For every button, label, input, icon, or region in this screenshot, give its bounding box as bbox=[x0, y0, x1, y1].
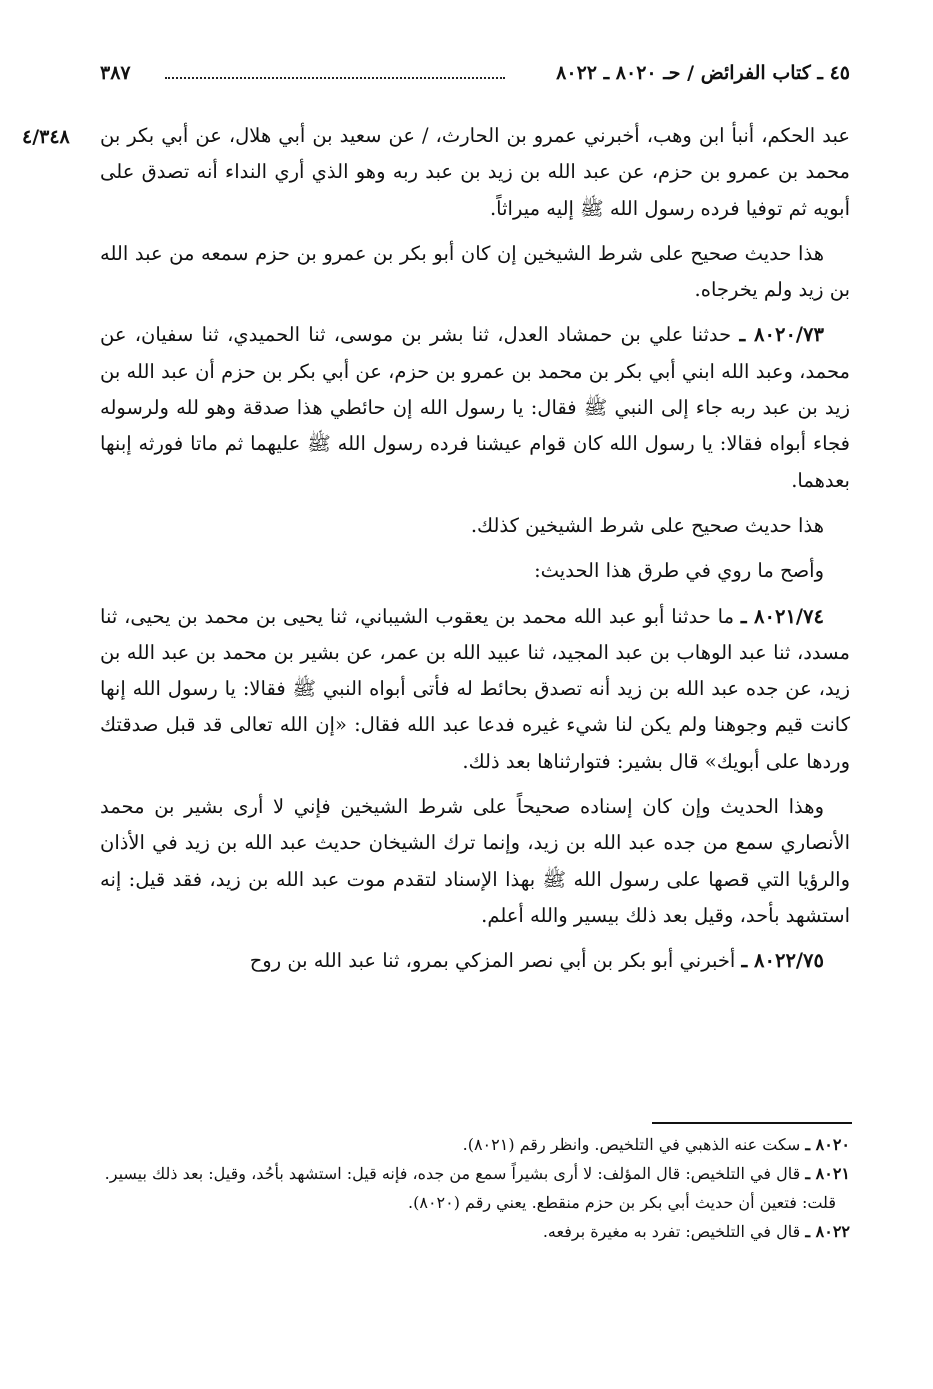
paragraph-text: هذا حديث صحيح على شرط الشيخين كذلك. bbox=[470, 513, 824, 537]
paragraph-text: أخبرني أبو بكر بن أبي نصر المزكي بمرو، ثنا عبد الله بن روح bbox=[249, 949, 736, 973]
footnote-text: قال في التلخيص: تفرد به مغيرة برفعه. bbox=[542, 1222, 801, 1241]
footnote-text: سكت عنه الذهبي في التلخيص. وانظر رقم (٨٠٢١). bbox=[462, 1135, 801, 1154]
hadith-8021 bbox=[100, 599, 850, 780]
header-leader-dots bbox=[165, 77, 505, 79]
header-title: ٤٥ ـ كتاب الفرائض / حـ ٨٠٢٠ ـ ٨٠٢٢ bbox=[556, 62, 850, 84]
footnote-number: ٨٠٢٠ ـ bbox=[805, 1135, 850, 1154]
main-text bbox=[100, 118, 850, 989]
paragraph-text: وهذا الحديث وإن كان إسناده صحيحاً على شرط الشيخين فإني لا أرى بشير بن محمد الأنصاري سمع من جده عبد الله بن زيد، وإنما ترك الشيخان حديث عبد الله بن زيد في الأذان والرؤيا التي قصها على رسول الله ﷺ بهذا الإسناد لتقدم موت عبد الله بن زيد، فقد قيل: إنه استشهد بأحد، وقيل بعد ذلك بيسير والله أعلم. bbox=[100, 795, 850, 927]
paragraph bbox=[100, 236, 850, 309]
footnote-text: قال في التلخيص: قال المؤلف: لا أرى بشيراً سمع من جده، فإنه قيل: استشهد بأحُد، وقيل: بعد ذلك بيسير. bbox=[104, 1164, 801, 1183]
paragraph bbox=[100, 553, 850, 589]
footnote bbox=[100, 1217, 850, 1246]
footnote-separator bbox=[652, 1122, 852, 1124]
footnote-number: ٨٠٢١ ـ bbox=[805, 1164, 850, 1183]
paragraph-text: هذا حديث صحيح على شرط الشيخين إن كان أبو بكر بن عمرو بن حزم سمعه من عبد الله بن زيد ولم يخرجاه. bbox=[100, 241, 850, 302]
hadith-8020 bbox=[100, 317, 850, 498]
paragraph bbox=[100, 789, 850, 934]
running-header bbox=[100, 62, 850, 96]
hadith-number: ٨٠٢١/٧٤ ـ bbox=[740, 604, 824, 628]
footnote bbox=[100, 1159, 850, 1188]
hadith-number: ٨٠٢٢/٧٥ ـ bbox=[741, 949, 824, 973]
paragraph-text: وأصح ما روي في طرق هذا الحديث: bbox=[534, 559, 824, 583]
footnote-text: قلت: فتعين أن حديث أبي بكر بن حزم منقطع. يعني رقم (٨٠٢٠). bbox=[408, 1193, 836, 1212]
paragraph bbox=[100, 118, 850, 227]
footnotes bbox=[100, 1130, 850, 1246]
footnote-number: ٨٠٢٢ ـ bbox=[805, 1222, 850, 1241]
footnote-note bbox=[100, 1188, 850, 1217]
paragraph-text: ما حدثنا أبو عبد الله محمد بن يعقوب الشيباني، ثنا يحيى بن محمد بن يحيى، ثنا مسدد، ثنا عبد الوهاب بن عبد المجيد، ثنا عبيد الله بن عمر، عن بشير بن محمد بن عبد الله بن زيد، عن جده عبد الله بن زيد أنه تصدق بحائط له فأتى أبواه النبي ﷺ فقالا: يا رسول الله إنها كانت قيم وجوهنا ولم يكن لنا شيء غيره فدعا عبد الله فقال: «إن الله تعالى قد قبل صدقتك وردها على أبويك» قال بشير: فتوارثناها بعد ذلك. bbox=[100, 604, 850, 773]
hadith-number: ٨٠٢٠/٧٣ ـ bbox=[739, 323, 824, 347]
paragraph-text: عبد الحكم، أنبأ ابن وهب، أخبرني عمرو بن الحارث، / عن سعيد بن أبي هلال، عن أبي بكر بن محمد بن عمرو بن حزم، عن عبد الله بن زيد بن عبد ربه وهو الذي أري النداء أنه تصدق على أبويه ثم توفيا فرده رسول الله ﷺ إليه ميراثاً. bbox=[100, 124, 850, 220]
paragraph bbox=[100, 508, 850, 544]
hadith-8022 bbox=[100, 943, 850, 979]
page-number: ٣٨٧ bbox=[100, 62, 131, 84]
paragraph-text: حدثنا علي بن حمشاد العدل، ثنا بشر بن موسى، ثنا الحميدي، ثنا سفيان، عن محمد، وعبد الله ابني أبي بكر بن محمد بن عمرو بن حزم، عن أبي بكر بن حزم أن عبد الله بن زيد بن عبد ربه جاء إلى النبي ﷺ فقال: يا رسول الله إن حائطي هذا صدقة وهو لله ولرسوله فجاء أبواه فقالا: يا رسول الله كان قوام عيشنا فرده رسول الله ﷺ عليهما ثم ماتا فورثه إبنها بعدهما. bbox=[100, 323, 850, 492]
margin-volume-page-ref: ٤/٣٤٨ bbox=[22, 126, 70, 148]
footnote bbox=[100, 1130, 850, 1159]
